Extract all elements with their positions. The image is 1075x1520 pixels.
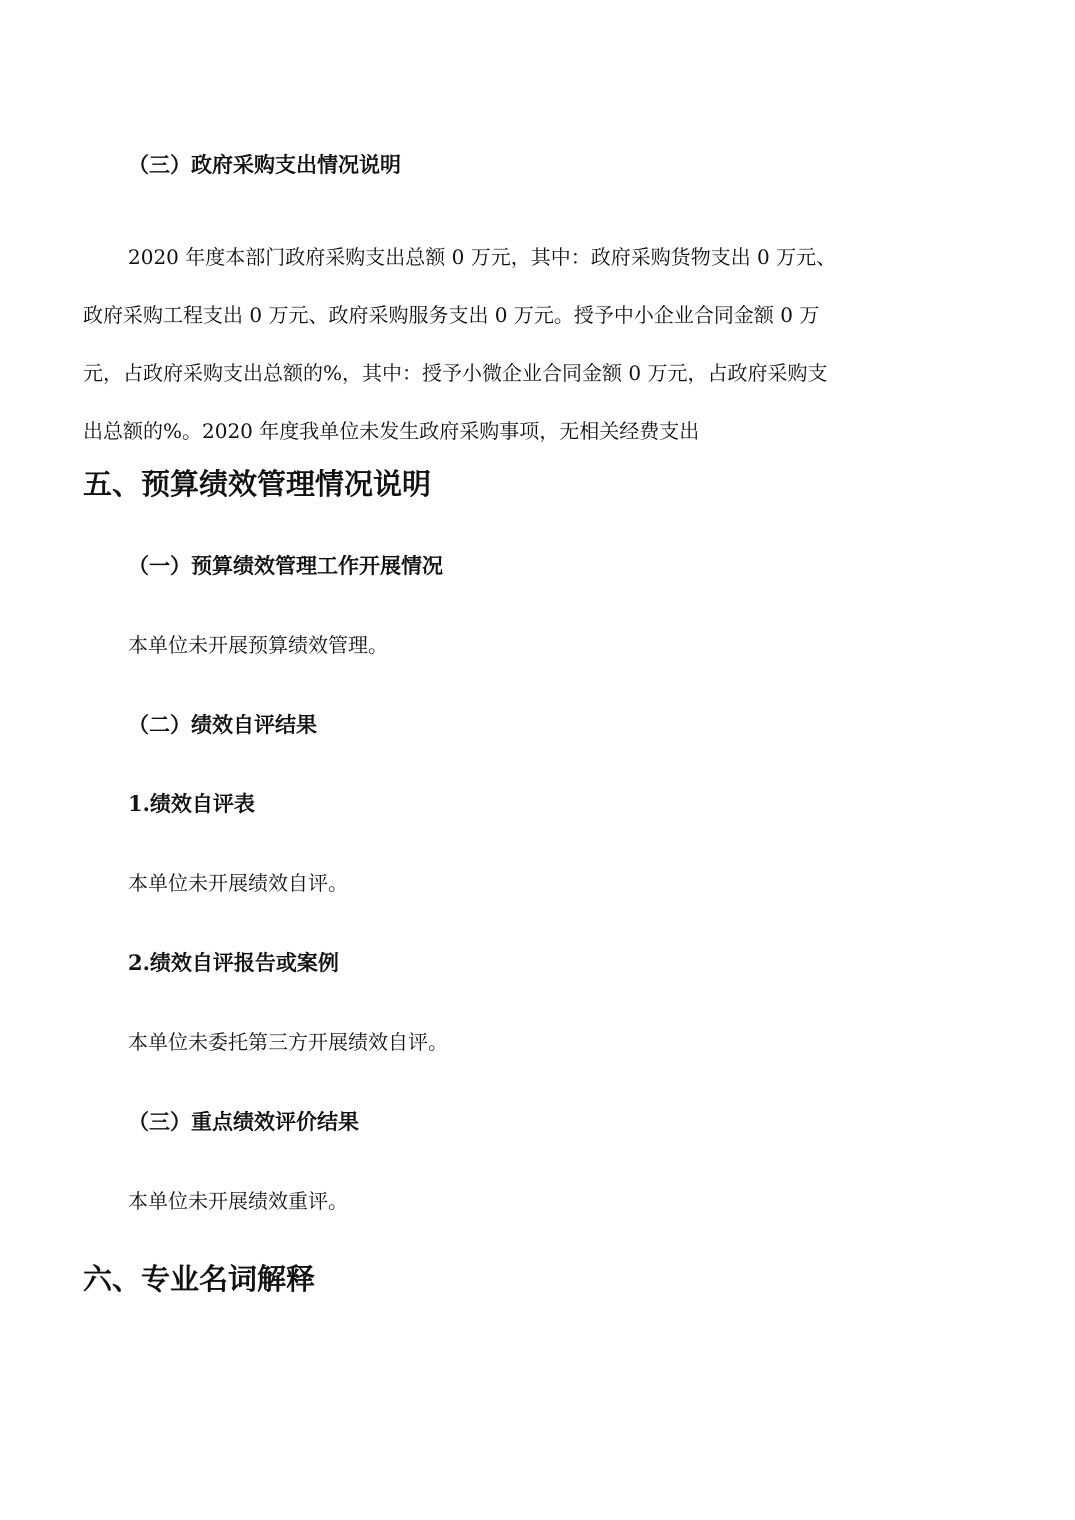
procurement-line-1: 2020 年度本部门政府采购支出总额 0 万元，其中：政府采购货物支出 0 万元、 xyxy=(128,245,837,269)
section-5-2-1-text: 本单位未开展绩效自评。 xyxy=(128,871,348,895)
section-5-2-heading: （二）绩效自评结果 xyxy=(128,712,317,737)
section-5-3-text: 本单位未开展绩效重评。 xyxy=(128,1189,348,1213)
procurement-line-3: 元，占政府采购支出总额的%，其中：授予小微企业合同金额 0 万元，占政府采购支 xyxy=(83,361,828,385)
section-5-1-heading: （一）预算绩效管理工作开展情况 xyxy=(128,553,443,578)
procurement-paragraph xyxy=(83,228,913,460)
section-6-heading: 六、专业名词解释 xyxy=(83,1262,316,1296)
section-5-heading: 五、预算绩效管理情况说明 xyxy=(83,467,432,501)
procurement-line-4: 出总额的%。2020 年度我单位未发生政府采购事项，无相关经费支出 xyxy=(83,419,700,443)
section-5-1-text: 本单位未开展预算绩效管理。 xyxy=(128,633,388,657)
procurement-heading: （三）政府采购支出情况说明 xyxy=(128,152,401,177)
section-5-2-2-heading: 2.绩效自评报告或案例 xyxy=(128,950,339,975)
section-5-3-heading: （三）重点绩效评价结果 xyxy=(128,1109,359,1134)
section-5-2-2-text: 本单位未委托第三方开展绩效自评。 xyxy=(128,1030,448,1054)
procurement-line-2: 政府采购工程支出 0 万元、政府采购服务支出 0 万元。授予中小企业合同金额 0 万 xyxy=(83,303,820,327)
section-5-2-1-heading: 1.绩效自评表 xyxy=(128,791,255,816)
